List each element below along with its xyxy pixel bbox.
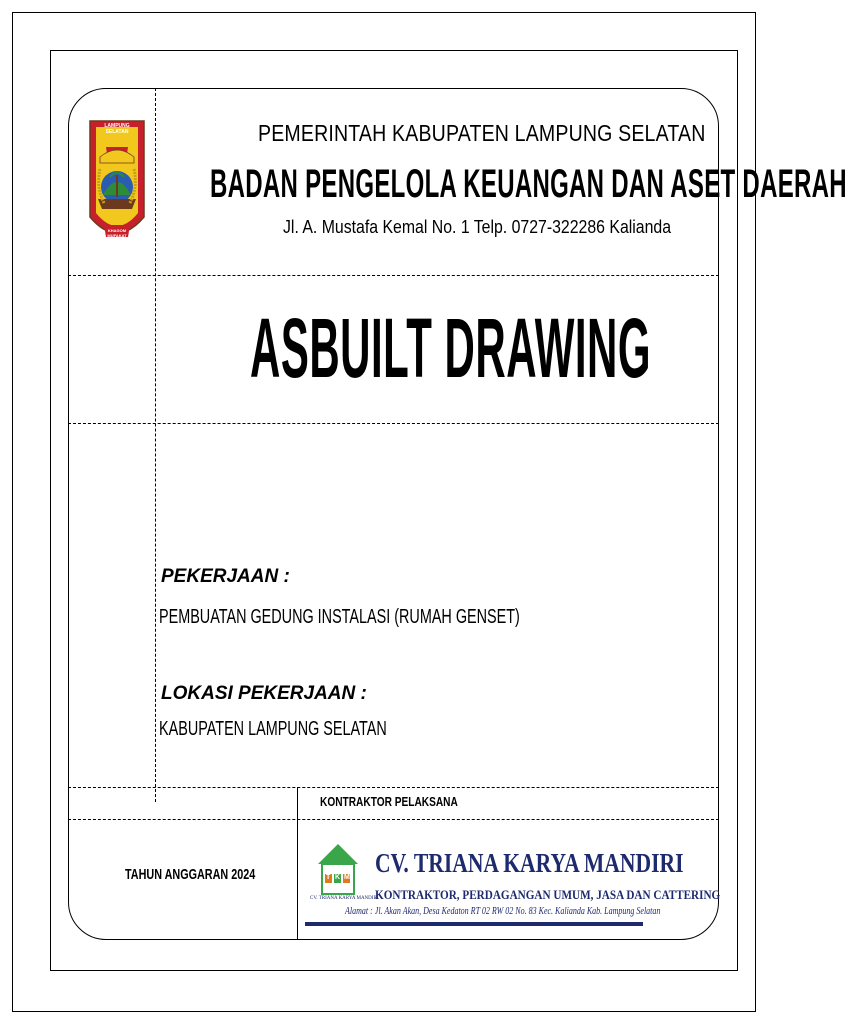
government-name: PEMERINTAH KABUPATEN LAMPUNG SELATAN	[258, 120, 706, 146]
logo-letter-t: T	[326, 874, 331, 881]
agency-address: Jl. A. Mustafa Kemal No. 1 Telp. 0727-322286 Kalianda	[283, 217, 672, 237]
regency-emblem	[84, 113, 150, 253]
divider-header	[68, 275, 719, 276]
divider-footer-mid	[68, 819, 719, 820]
logo-letter-k: K	[335, 874, 341, 881]
logo-letter-m: M	[344, 874, 350, 881]
company-logo	[310, 840, 366, 902]
location-value: KABUPATEN LAMPUNG SELATAN	[159, 718, 387, 740]
divider-vertical-footer	[297, 787, 298, 940]
company-address: Alamat : Jl. Akan Akan, Desa Kedaton RT 02 RW 02 No. 83 Kec. Kalianda Kab. Lampung Selatan	[345, 906, 661, 917]
location-label: LOKASI PEKERJAAN :	[161, 683, 367, 704]
fiscal-year-label: TAHUN ANGGARAN 2024	[125, 866, 256, 883]
work-value: PEMBUATAN GEDUNG INSTALASI (RUMAH GENSET)	[159, 606, 520, 628]
divider-footer-top	[68, 787, 719, 788]
company-business-line: KONTRAKTOR, PERDAGANGAN UMUM, JASA DAN CATTERING	[375, 887, 721, 902]
divider-title	[68, 423, 719, 424]
work-label: PEKERJAAN :	[161, 566, 290, 587]
agency-name: BADAN PENGELOLA KEUANGAN DAN ASET DAERAH	[210, 162, 847, 206]
company-name: CV. TRIANA KARYA MANDIRI	[375, 848, 684, 878]
emblem-top-text: LAMPUNG SELATAN	[104, 123, 130, 135]
company-logo-caption: CV. TRIANA KARYA MANDIRI	[310, 896, 379, 901]
title-block	[68, 88, 847, 940]
divider-vertical-left	[155, 88, 156, 802]
emblem-bottom-text: KHAGOM MUFAKAT	[107, 228, 127, 238]
contractor-label: KONTRAKTOR PELAKSANA	[320, 794, 458, 809]
company-underline-bar	[305, 922, 643, 926]
document-title: ASBUILT DRAWING	[250, 301, 652, 395]
company-letterhead	[305, 836, 721, 928]
